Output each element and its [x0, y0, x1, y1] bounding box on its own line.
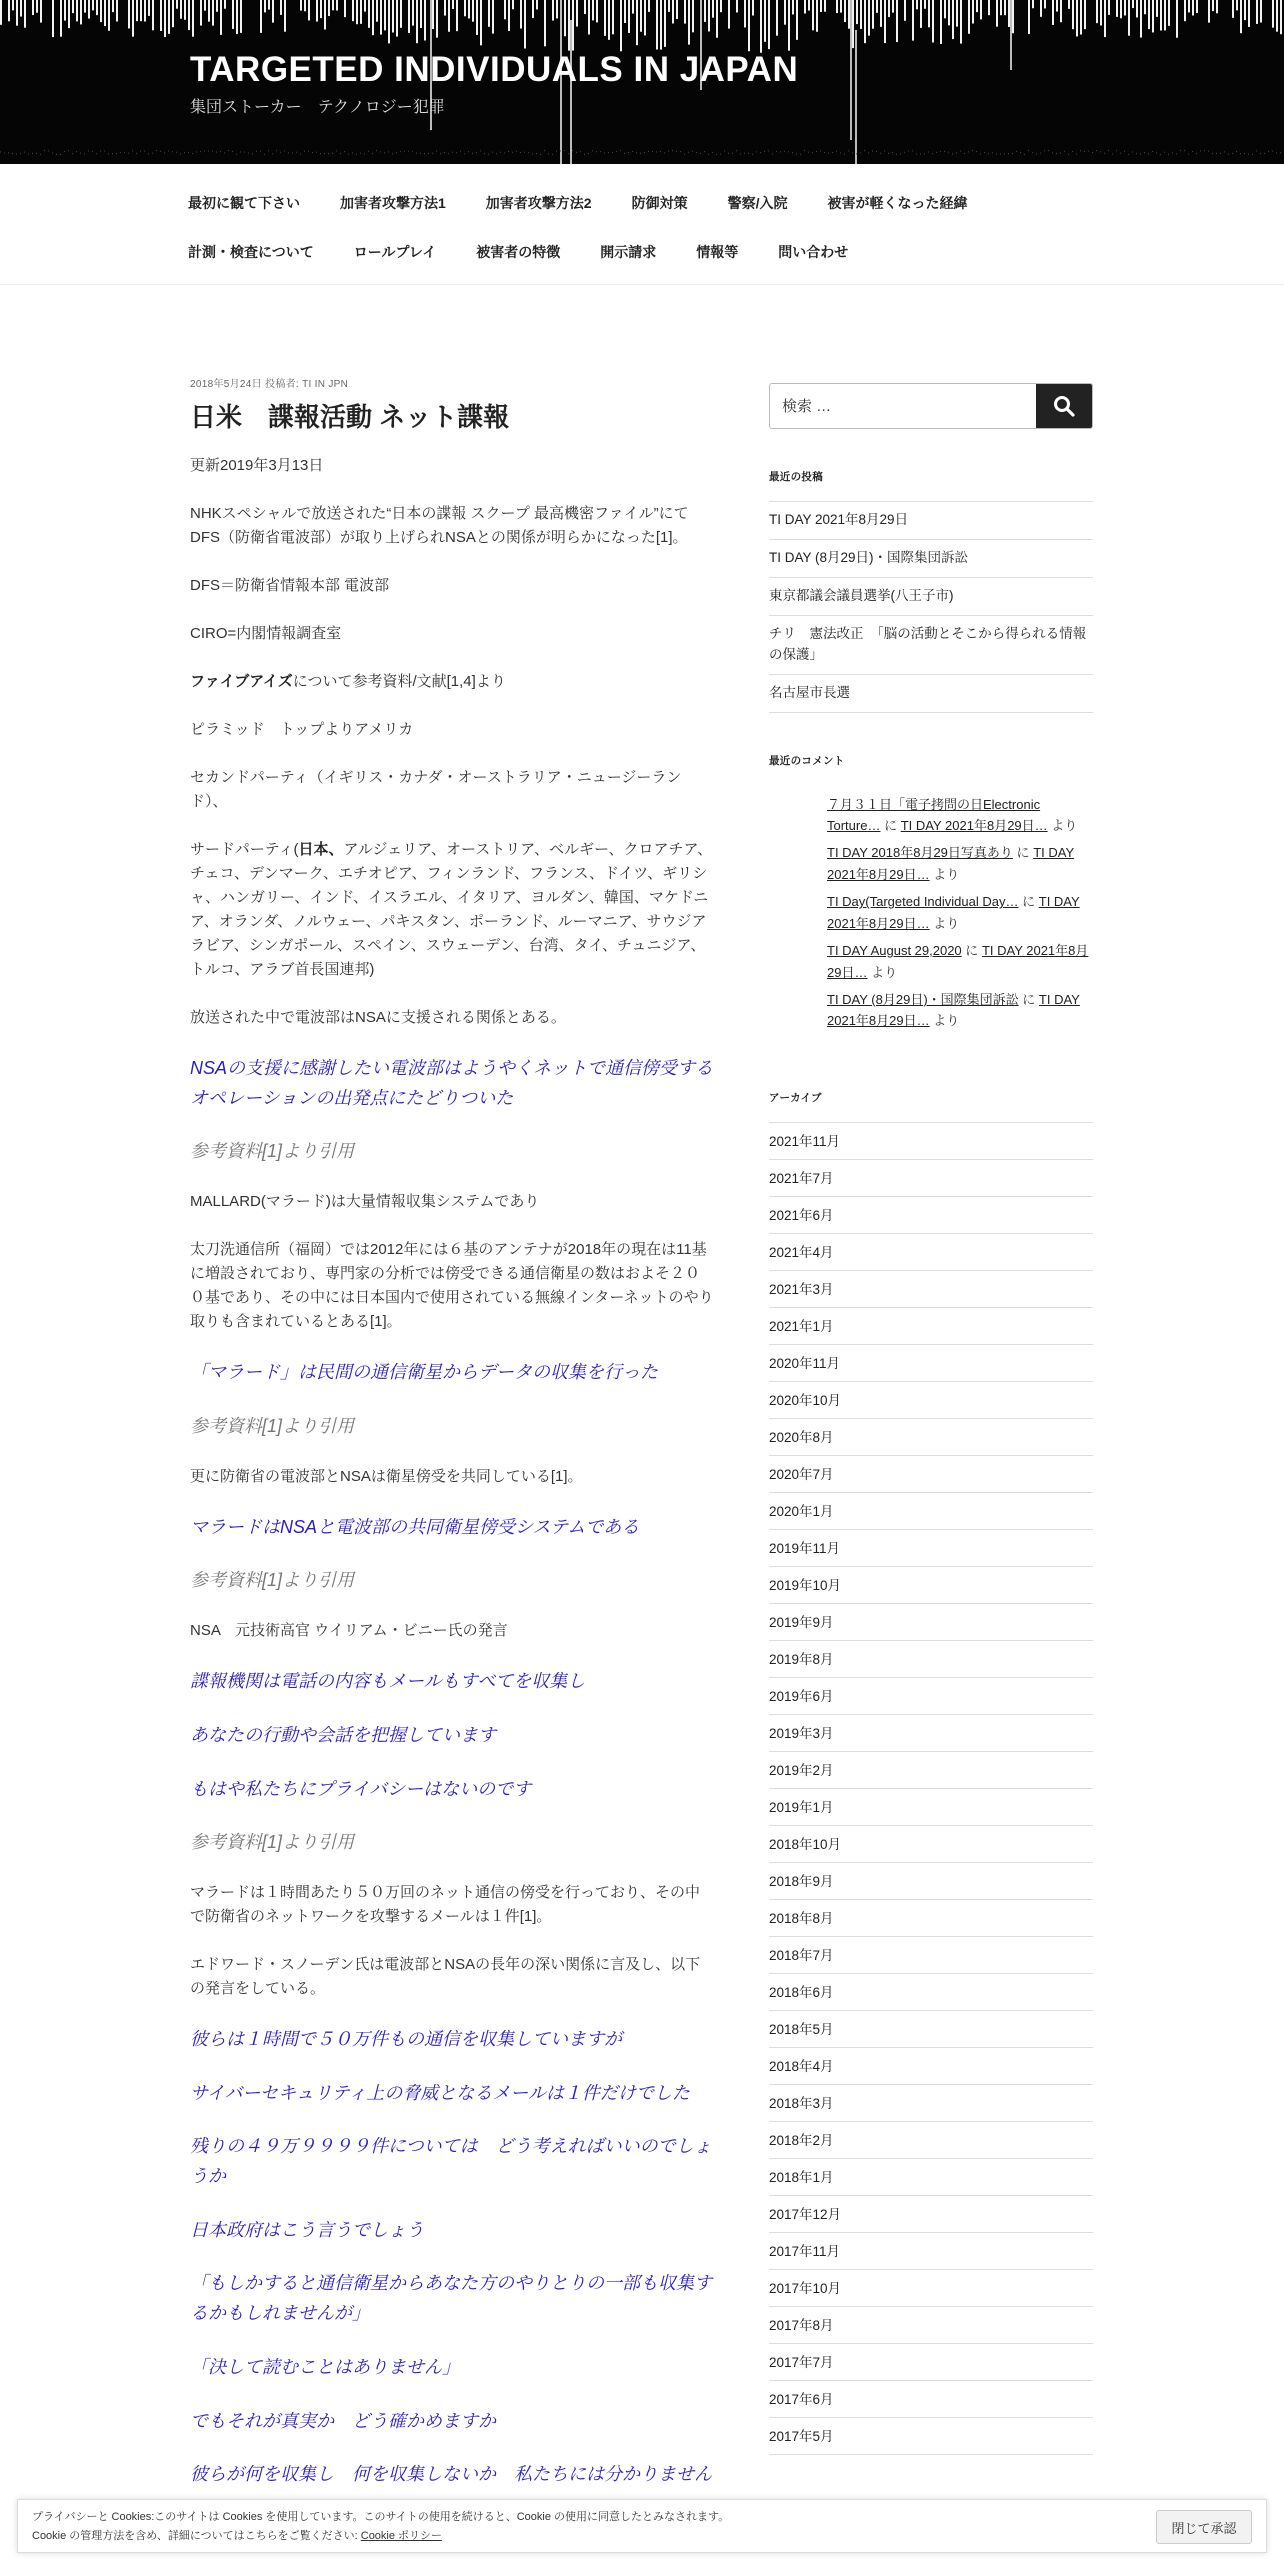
archive-link[interactable]: 2017年10月	[769, 2270, 1093, 2307]
comment-author-link[interactable]: TI DAY (8月29日)・国際集団訴訟	[827, 992, 1019, 1008]
recent-comments-list	[769, 794, 1093, 1032]
archive-link[interactable]: 2019年2月	[769, 1752, 1093, 1789]
recent-posts-list	[769, 501, 1093, 713]
nav-row	[188, 242, 868, 262]
archive-link[interactable]: 2018年1月	[769, 2159, 1093, 2196]
bold-term: 日本、	[298, 841, 344, 858]
nav-item[interactable]: ロールプレイ	[353, 244, 437, 260]
paragraph: マラードは１時間あたり５０万回のネット通信の傍受を行っており、その中で防衛省のネットワークを攻撃するメールは１件[1]。	[190, 1884, 701, 1925]
source-citation: 参考資料[1]より引用	[190, 1570, 355, 1591]
source-citation: 参考資料[1]より引用	[190, 1832, 355, 1853]
paragraph: 更新2019年3月13日	[190, 457, 324, 474]
recent-comment-item	[827, 842, 1093, 885]
comment-suffix: より	[933, 915, 960, 931]
paragraph: 太刀洗通信所（福岡）では2012年には６基のアンテナが2018年の現在は11基に増設されており、専門家の分析では傍受できる通信衛星の数はおよそ２００基であり、その中には日本国内で使用されている無線インターネットのやり取りも含まれているとある[1]。	[190, 1241, 714, 1331]
comment-post-link[interactable]: TI DAY 2021年8月29日…	[827, 894, 1080, 931]
post-date-link[interactable]: 2018年5月24日	[190, 379, 262, 390]
nav-item[interactable]: 被害が軽くなった経緯	[827, 195, 968, 211]
archive-link[interactable]: 2021年4月	[769, 1234, 1093, 1271]
archive-link[interactable]: 2020年11月	[769, 1345, 1093, 1382]
archive-link[interactable]: 2020年1月	[769, 1493, 1093, 1530]
highlight-quote: 日本政府はこう言うでしょう	[190, 2219, 424, 2240]
archive-link[interactable]: 2017年5月	[769, 2418, 1093, 2455]
highlight-quote: サイバーセキュリティ上の脅威となるメールは１件だけでした	[190, 2082, 690, 2103]
archive-link[interactable]: 2017年11月	[769, 2233, 1093, 2270]
archive-link[interactable]: 2017年7月	[769, 2344, 1093, 2381]
archive-link[interactable]: 2018年7月	[769, 1937, 1093, 1974]
highlight-quote: でもそれが真実か どう確かめますか	[190, 2410, 496, 2431]
comment-post-link[interactable]: TI DAY 2021年8月29日…	[827, 845, 1075, 882]
archive-list	[769, 1122, 1093, 2455]
paragraph: 更に防衛省の電波部とNSAは衛星傍受を共同している[1]。	[190, 1467, 583, 1485]
archive-link[interactable]: 2020年10月	[769, 1382, 1093, 1419]
recent-posts-widget	[769, 469, 1093, 713]
archive-link[interactable]: 2017年8月	[769, 2307, 1093, 2344]
widget-title: アーカイブ	[769, 1091, 822, 1104]
highlight-quote: 彼らが何を収集し 何を収集しないか 私たちには分かりません	[190, 2464, 712, 2485]
recent-comment-item	[827, 794, 1093, 837]
paragraph-text: サードパーティ(	[190, 841, 299, 858]
paragraph: DFS＝防衛省情報本部 電波部	[190, 577, 390, 594]
post-content	[190, 375, 714, 2514]
search-form	[769, 383, 1093, 429]
paragraph: 放送された中で電波部はNSAに支援される関係とある。	[190, 1009, 566, 1026]
post-title: 日米 諜報活動 ネット諜報	[190, 402, 510, 432]
archive-link[interactable]: 2017年12月	[769, 2196, 1093, 2233]
recent-post-link[interactable]: 名古屋市長選	[769, 675, 1093, 713]
archive-link[interactable]: 2019年11月	[769, 1530, 1093, 1567]
archive-link[interactable]: 2019年1月	[769, 1789, 1093, 1826]
widget-title: 最近の投稿	[769, 471, 823, 483]
highlight-quote: 彼らは１時間で５０万件もの通信を収集していますが	[190, 2029, 622, 2049]
source-citation: 参考資料[1]より引用	[190, 1415, 355, 1436]
cookie-accept-button[interactable]: 閉じて承認	[1156, 2510, 1252, 2544]
archive-link[interactable]: 2021年1月	[769, 1308, 1093, 1345]
paragraph: エドワード・スノーデン氏は電波部とNSAの長年の深い関係に言及し、以下の発言をしている。	[190, 1956, 701, 1997]
entry-meta	[190, 375, 714, 390]
paragraph	[190, 838, 714, 982]
archive-link[interactable]: 2019年10月	[769, 1567, 1093, 1604]
recent-comment-item	[827, 989, 1093, 1032]
highlight-quote: NSAの支援に感謝したい電波部はようやくネットで通信傍受するオペレーションの出発点にたどりついた	[190, 1058, 714, 1108]
nav-item[interactable]: 被害者の特徴	[476, 244, 561, 260]
highlight-quote: 「もしかすると通信衛星からあなた方のやりとりの一部も収集するかもしれませんが」	[190, 2273, 712, 2324]
post-author-link[interactable]: TI IN JPN	[302, 379, 349, 390]
nav-item[interactable]: 警察/入院	[727, 195, 788, 211]
recent-comments-widget	[769, 753, 1093, 1032]
comment-on: に	[1016, 845, 1030, 861]
comment-suffix: より	[933, 866, 960, 882]
nav-item[interactable]: 防御対策	[631, 195, 688, 211]
cookie-line1: プライバシーと Cookies:このサイトは Cookies を使用しています。このサイトの使用を続けると、Cookie の使用に同意したとみなされます。	[32, 2511, 730, 2523]
comment-on: に	[1022, 992, 1036, 1008]
archive-link[interactable]: 2018年9月	[769, 1863, 1093, 1900]
archive-link[interactable]: 2021年6月	[769, 1197, 1093, 1234]
post-body	[190, 454, 714, 2490]
archive-link[interactable]: 2018年3月	[769, 2085, 1093, 2122]
search-icon	[1053, 395, 1075, 417]
archive-link[interactable]: 2020年7月	[769, 1456, 1093, 1493]
nav-item[interactable]: 開示請求	[600, 244, 657, 260]
comment-on: に	[884, 817, 898, 833]
paragraph: CIRO=内閣情報調査室	[190, 625, 342, 642]
site-description: 集団ストーカー テクノロジー犯罪	[190, 99, 445, 116]
archive-link[interactable]: 2019年9月	[769, 1604, 1093, 1641]
archive-link[interactable]: 2018年6月	[769, 1974, 1093, 2011]
archive-link[interactable]: 2019年6月	[769, 1678, 1093, 1715]
paragraph	[190, 670, 714, 694]
highlight-quote: マラードはNSAと電波部の共同衛星傍受システムである	[190, 1516, 640, 1537]
search-input[interactable]	[770, 384, 1035, 428]
highlight-quote: 「決して読むことはありません」	[190, 2356, 460, 2377]
comment-author-link[interactable]: TI Day(Targeted Individual Day…	[827, 894, 1019, 910]
comment-suffix: より	[933, 1013, 960, 1029]
highlight-quote: もはや私たちにプライバシーはないのです	[190, 1778, 532, 1799]
main-navigation	[0, 164, 1284, 285]
comment-post-link[interactable]: TI DAY 2021年8月29日…	[827, 992, 1080, 1029]
comment-author-link[interactable]: TI DAY 2018年8月29日写真あり	[827, 845, 1013, 861]
recent-comment-item	[827, 940, 1093, 983]
recent-post-link[interactable]: 東京都議会議員選挙(八王子市)	[769, 578, 1093, 616]
nav-row	[188, 193, 987, 213]
cookie-policy-link[interactable]: Cookie ポリシー	[360, 2529, 443, 2542]
comment-suffix: より	[1051, 817, 1078, 833]
search-button[interactable]	[1036, 384, 1092, 428]
nav-item[interactable]: 問い合わせ	[778, 244, 849, 260]
archive-link[interactable]: 2018年2月	[769, 2122, 1093, 2159]
paragraph: ピラミッド トップよりアメリカ	[190, 721, 414, 738]
comment-suffix: より	[871, 964, 898, 980]
nav-item[interactable]: 加害者攻撃方法2	[485, 195, 592, 211]
archives-widget	[769, 1090, 1093, 2455]
nav-item[interactable]: 最初に観て下さい	[188, 195, 300, 211]
archive-link[interactable]: 2018年5月	[769, 2011, 1093, 2048]
comment-post-link[interactable]: TI DAY 2021年8月29日…	[900, 817, 1048, 833]
archive-link[interactable]: 2018年8月	[769, 1900, 1093, 1937]
comment-author-link[interactable]: TI DAY August 29,2020	[827, 943, 962, 959]
cookie-banner	[17, 2499, 1267, 2553]
nav-item[interactable]: 情報等	[696, 244, 739, 260]
recent-post-link[interactable]: TI DAY 2021年8月29日	[769, 502, 1093, 540]
comment-on: に	[965, 943, 979, 959]
highlight-quote: 「マラード」は民間の通信衛星からデータの収集を行った	[190, 1362, 658, 1383]
recent-comment-item	[827, 891, 1093, 934]
paragraph-text: アルジェリア、オーストリア、ベルギー、クロアチア、チェコ、デンマーク、エチオピア、フィンランド、フランス、ドイツ、ギリシャ、ハンガリー、インド、イスラエル、イタリア、ヨルダン、韓国、マケドニア、オランダ、ノルウェー、パキスタン、ポーランド、ルーマニア、サウジアラビア、シンガポール、スペイン、スウェーデン、台湾、タイ、チュニジア、トルコ、アラブ首長国連邦)	[190, 841, 713, 978]
nav-item[interactable]: 計測・検査について	[188, 244, 314, 260]
archive-link[interactable]: 2021年11月	[769, 1123, 1093, 1160]
archive-link[interactable]: 2019年8月	[769, 1641, 1093, 1678]
archive-link[interactable]: 2019年3月	[769, 1715, 1093, 1752]
paragraph-text: について参考資料/文献[1,4]より	[292, 673, 506, 690]
archive-link[interactable]: 2018年10月	[769, 1826, 1093, 1863]
archive-link[interactable]: 2020年8月	[769, 1419, 1093, 1456]
site-header	[0, 0, 1284, 164]
nav-item[interactable]: 加害者攻撃方法1	[340, 195, 446, 211]
paragraph: NSA 元技術高官 ウイリアム・ビニー氏の発言	[190, 1622, 508, 1640]
source-citation: 参考資料[1]より引用	[190, 1141, 355, 1162]
site-title[interactable]: TARGETED INDIVIDUALS IN JAPAN	[190, 50, 799, 89]
archive-link[interactable]: 2018年4月	[769, 2048, 1093, 2085]
comment-on: に	[1022, 894, 1036, 910]
archive-link[interactable]: 2021年3月	[769, 1271, 1093, 1308]
recent-post-link[interactable]: チリ 憲法改正 「脳の活動とそこから得られる情報の保護」	[769, 616, 1093, 675]
bold-term: ファイブアイズ	[190, 673, 293, 690]
comment-author-link[interactable]: ７月３１日「電子拷問の日Electronic Torture…	[827, 796, 1041, 833]
archive-link[interactable]: 2021年7月	[769, 1160, 1093, 1197]
author-prefix: 投稿者:	[265, 379, 300, 390]
paragraph: セカンドパーティ（イギリス・カナダ・オーストラリア・ニュージーランド）、	[190, 769, 682, 810]
sidebar	[769, 383, 1093, 2455]
highlight-quote: 残りの４９万９９９９件については どう考えればいいのでしょうか	[190, 2136, 712, 2187]
cookie-text	[32, 2508, 729, 2545]
widget-title: 最近のコメント	[769, 754, 845, 767]
archive-link[interactable]: 2017年6月	[769, 2381, 1093, 2418]
cookie-line2: Cookie の管理方法を含め、詳細についてはこちらをご覧ください:	[32, 2529, 361, 2542]
recent-post-link[interactable]: TI DAY (8月29日)・国際集団訴訟	[769, 540, 1093, 578]
highlight-quote: 諜報機関は電話の内容もメールもすべてを収集し	[190, 1671, 586, 1692]
paragraph: NHKスペシャルで放送された“日本の諜報 スクープ 最高機密ファイル”にてDFS（防衛省電波部）が取り上げられNSAとの関係が明らかになった[1]。	[190, 505, 689, 546]
comment-post-link[interactable]: TI DAY 2021年8月29日…	[827, 943, 1089, 980]
paragraph: MALLARD(マラード)は大量情報収集システムであり	[190, 1193, 540, 1211]
highlight-quote: あなたの行動や会話を把握しています	[190, 1724, 496, 1745]
